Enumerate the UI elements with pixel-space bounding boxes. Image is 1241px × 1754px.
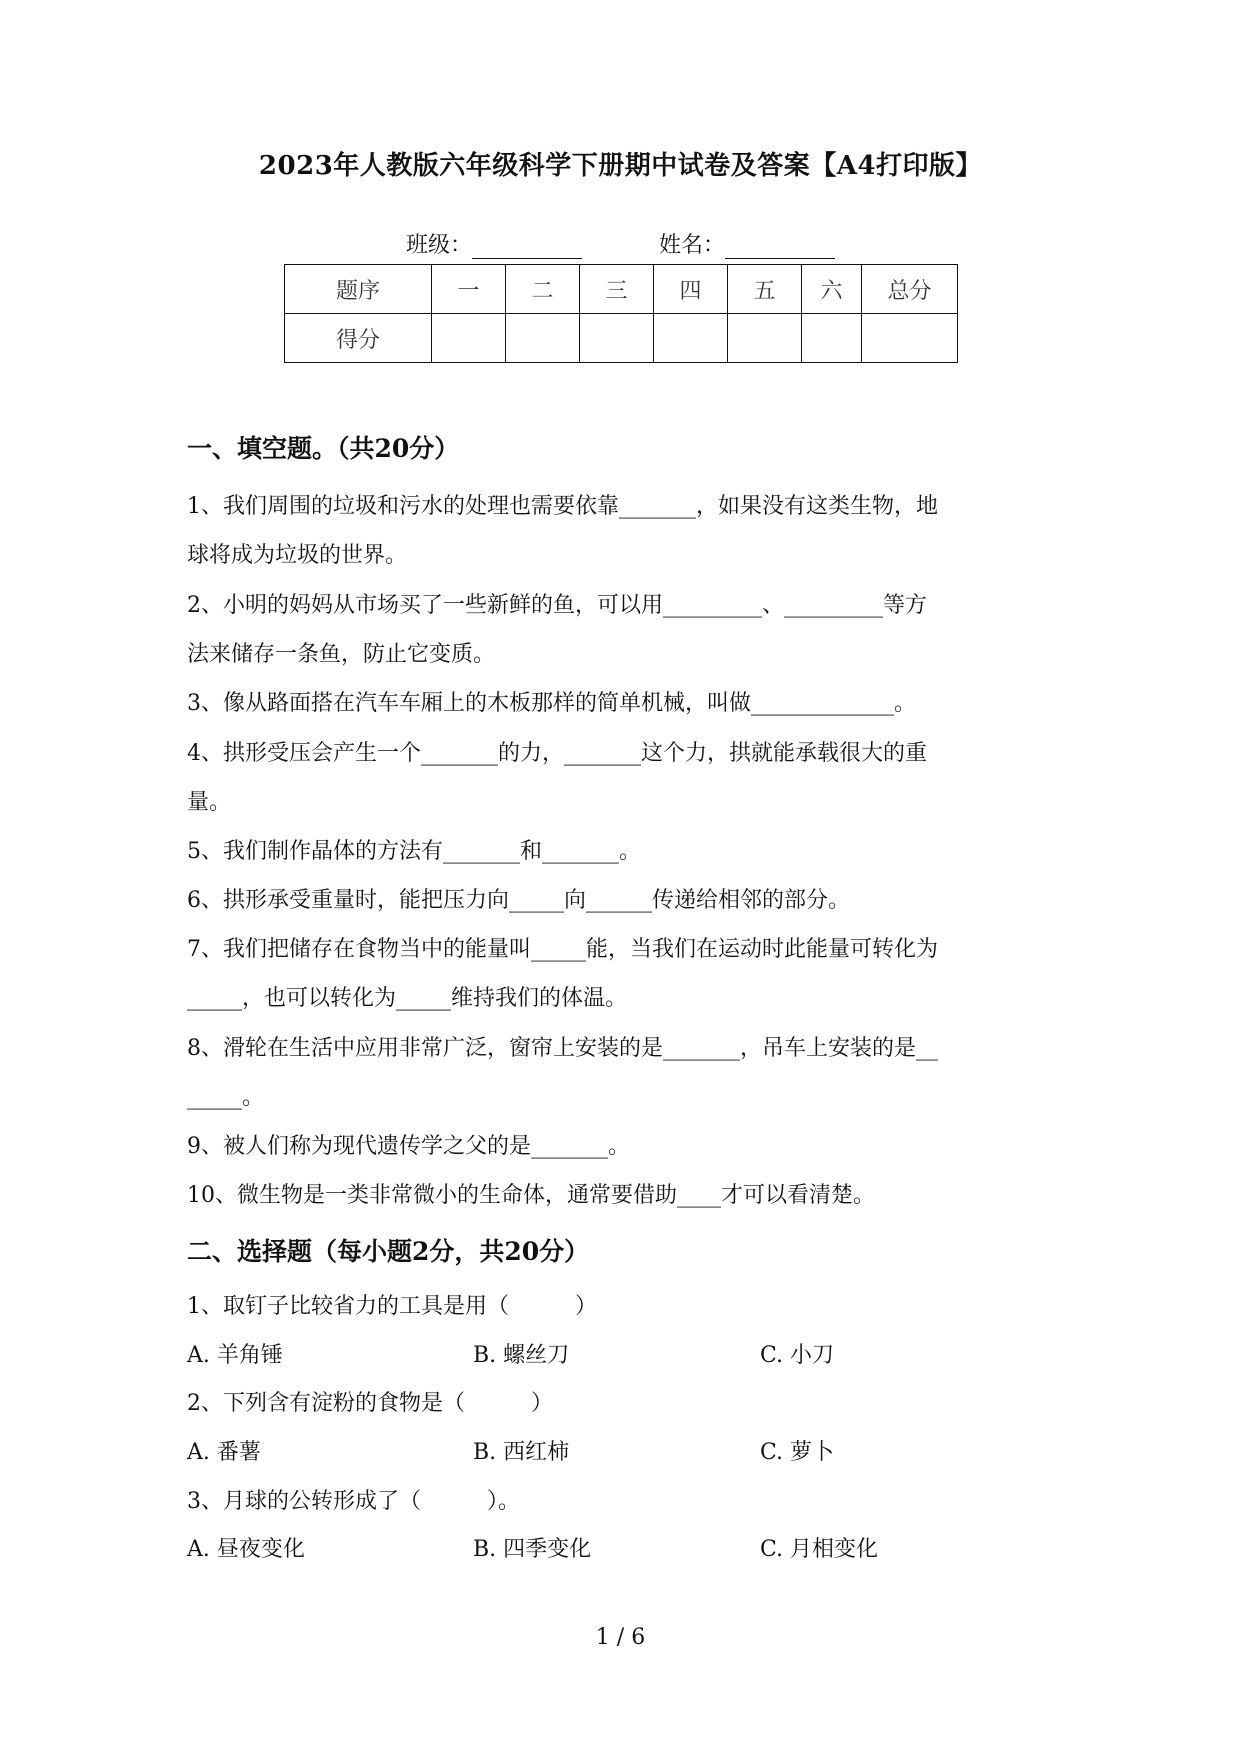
option-c[interactable]: C. 小刀 (760, 1343, 835, 1368)
question-line: 7、我们把储存在食物当中的能量叫_____能，当我们在运动时此能量可转化为 (187, 937, 938, 962)
score-table-header-row (285, 265, 958, 314)
question-line: 4、拱形受压会产生一个_______的力，_______这个力，拱就能承载很大的重 (187, 741, 927, 766)
table-cell: 三 (580, 265, 654, 314)
table-cell: 二 (506, 265, 580, 314)
class-label: 班级： (405, 233, 472, 258)
table-cell: 总分 (862, 265, 958, 314)
option-b[interactable]: B. 螺丝刀 (473, 1343, 570, 1368)
score-cell[interactable] (654, 314, 728, 363)
table-cell: 一 (432, 265, 506, 314)
question-line: 8、滑轮在生活中应用非常广泛，窗帘上安装的是_______，吊车上安装的是__ (187, 1036, 938, 1061)
option-a[interactable]: A. 羊角锤 (187, 1343, 283, 1368)
question-stem: 1、取钉子比较省力的工具是用（ ） (187, 1294, 597, 1319)
question-line: 量。 (187, 790, 232, 815)
option-b[interactable]: B. 四季变化 (473, 1537, 592, 1562)
table-cell: 题序 (285, 265, 432, 314)
question-line: _____。 (187, 1085, 265, 1110)
question-line: 1、我们周围的垃圾和污水的处理也需要依靠_______，如果没有这类生物，地 (187, 494, 938, 519)
name-field[interactable] (725, 236, 835, 259)
question-line: 法来储存一条鱼，防止它变质。 (187, 642, 496, 667)
score-cell[interactable] (506, 314, 580, 363)
question-line: 3、像从路面搭在汽车车厢上的木板那样的简单机械，叫做_____________。 (187, 691, 916, 716)
score-table (284, 264, 958, 363)
option-c[interactable]: C. 月相变化 (760, 1537, 879, 1562)
question-line: _____，也可以转化为_____维持我们的体温。 (187, 986, 628, 1011)
name-label: 姓名： (659, 233, 726, 258)
score-cell[interactable] (802, 314, 862, 363)
class-field[interactable] (472, 236, 582, 259)
page-title: 2023年人教版六年级科学下册期中试卷及答案【A4打印版】 (258, 151, 983, 181)
page-number: 1 / 6 (595, 1625, 646, 1650)
score-cell[interactable] (728, 314, 802, 363)
question-line: 10、微生物是一类非常微小的生命体，通常要借助____才可以看清楚。 (187, 1183, 875, 1208)
student-info (0, 228, 1241, 259)
table-cell: 得分 (285, 314, 432, 363)
option-a[interactable]: A. 昼夜变化 (187, 1537, 305, 1562)
score-cell[interactable] (432, 314, 506, 363)
option-b[interactable]: B. 西红柿 (473, 1440, 570, 1465)
question-stem: 2、下列含有淀粉的食物是（ ） (187, 1391, 553, 1416)
table-cell: 四 (654, 265, 728, 314)
table-cell: 五 (728, 265, 802, 314)
question-stem: 3、月球的公转形成了（ ）。 (187, 1489, 520, 1514)
question-line: 2、小明的妈妈从市场买了一些新鲜的鱼，可以用_________、_________等方 (187, 593, 927, 618)
table-cell: 六 (802, 265, 862, 314)
score-table-score-row (285, 314, 958, 363)
question-line: 5、我们制作晶体的方法有_______和_______。 (187, 839, 641, 864)
score-cell[interactable] (862, 314, 958, 363)
score-cell[interactable] (580, 314, 654, 363)
question-line: 球将成为垃圾的世界。 (187, 543, 408, 568)
section-2-heading: 二、选择题（每小题2分，共20分） (187, 1237, 590, 1266)
section-1-heading: 一、填空题。（共20分） (187, 434, 460, 463)
question-line: 6、拱形承受重量时，能把压力向_____向______传递给相邻的部分。 (187, 888, 850, 913)
option-a[interactable]: A. 番薯 (187, 1440, 261, 1465)
question-line: 9、被人们称为现代遗传学之父的是_______。 (187, 1134, 630, 1159)
option-c[interactable]: C. 萝卜 (760, 1440, 835, 1465)
